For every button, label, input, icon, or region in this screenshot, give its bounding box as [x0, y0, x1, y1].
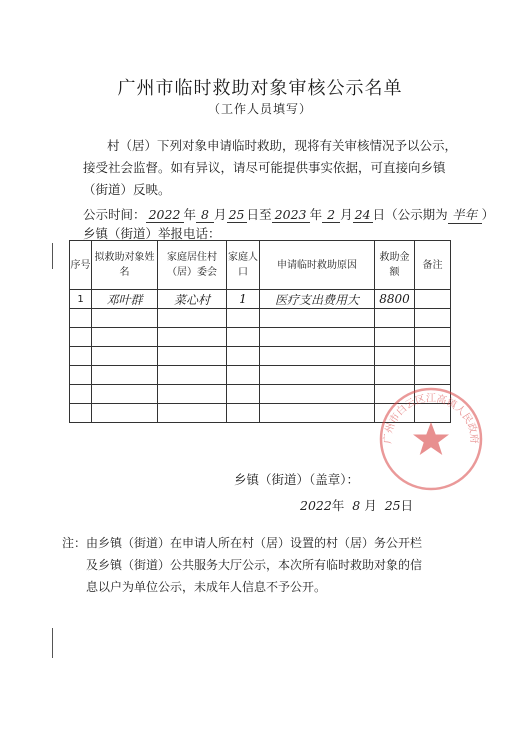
table-row	[70, 290, 451, 309]
intro-paragraph	[83, 135, 468, 201]
document-subtitle: （工作人员填写）	[207, 102, 312, 116]
empty-cell	[92, 347, 158, 366]
empty-cell	[227, 366, 260, 385]
cell-remark	[415, 290, 451, 309]
sign-date-month-char: 月	[364, 498, 377, 513]
intro-line-2: 接受社会监督。如有异议，请尽可能提供事实依据，可直接向乡镇	[83, 160, 446, 175]
seal-text: 广州市白云区江高镇人民政府	[382, 393, 480, 445]
empty-cell	[415, 347, 451, 366]
empty-cell	[158, 309, 227, 328]
header-amount: 救助金额	[375, 241, 415, 290]
empty-cell	[92, 328, 158, 347]
period-start-day: 25	[227, 207, 247, 223]
period-year-char: 年	[183, 207, 197, 222]
empty-cell	[260, 366, 375, 385]
period-month-char-2: 月	[340, 207, 353, 222]
footnote	[62, 532, 482, 598]
sign-date	[300, 496, 413, 514]
document-title: 广州市临时救助对象审核公示名单	[117, 78, 403, 99]
empty-cell	[375, 366, 415, 385]
empty-cell	[158, 366, 227, 385]
hotline-label: 乡镇（街道）举报电话：	[83, 226, 221, 241]
cell-reason: 医疗支出费用大	[260, 290, 375, 309]
empty-cell	[227, 404, 260, 423]
footnote-line-2: 及乡镇（街道）公共服务大厅公示，本次所有临时救助对象的信	[86, 558, 423, 572]
empty-cell	[158, 404, 227, 423]
empty-cell	[158, 328, 227, 347]
sign-date-year: 2022	[300, 498, 332, 513]
period-start-month: 8	[196, 207, 214, 223]
empty-cell	[260, 328, 375, 347]
empty-cell	[70, 404, 92, 423]
footnote-line-1: 注：由乡镇（街道）在申请人所在村（居）设置的村（居）务公开栏	[62, 536, 423, 550]
empty-cell	[70, 385, 92, 404]
empty-table-row	[70, 309, 451, 328]
footnote-line-3: 息以户为单位公示，未成年人信息不予公开。	[86, 580, 327, 594]
empty-cell	[415, 366, 451, 385]
period-to-char: 至	[259, 207, 272, 222]
empty-cell	[415, 328, 451, 347]
empty-cell	[260, 404, 375, 423]
sign-date-month: 8	[352, 498, 361, 513]
empty-cell	[375, 328, 415, 347]
seal-star-icon	[413, 422, 449, 455]
official-seal	[376, 384, 486, 494]
header-name: 拟救助对象姓名	[92, 241, 158, 290]
empty-cell	[227, 385, 260, 404]
scan-margin-mark	[52, 243, 53, 269]
period-duration-prefix: （公示期为	[385, 207, 448, 222]
empty-cell	[92, 385, 158, 404]
header-village: 家庭居住村（居）委会	[158, 241, 227, 290]
period-start-year: 2022	[146, 207, 184, 223]
cell-seq: 1	[70, 290, 92, 309]
cell-amount: 8800	[375, 290, 415, 309]
header-remark: 备注	[415, 241, 451, 290]
empty-cell	[92, 404, 158, 423]
period-month-char: 月	[214, 207, 227, 222]
intro-line-1: 村（居）下列对象申请临时救助，现将有关审核情况予以公示，	[107, 138, 458, 153]
empty-cell	[227, 347, 260, 366]
empty-cell	[70, 366, 92, 385]
header-population: 家庭人口	[227, 241, 260, 290]
sign-date-day: 25	[384, 498, 401, 513]
period-label: 公示时间：	[83, 207, 146, 222]
period-end-year: 2023	[272, 207, 310, 223]
cell-population: 1	[227, 290, 260, 309]
cell-name: 邓叶群	[92, 290, 158, 309]
seal-label: 乡镇（街道）（盖章）：	[234, 472, 360, 487]
period-day-char: 日	[246, 207, 260, 222]
empty-cell	[92, 366, 158, 385]
period-end-month: 2	[322, 207, 340, 223]
empty-cell	[260, 309, 375, 328]
period-end-day: 24	[353, 207, 373, 223]
empty-table-row	[70, 328, 451, 347]
empty-cell	[70, 328, 92, 347]
sign-date-day-char: 日	[400, 498, 414, 513]
cell-village: 菜心村	[158, 290, 227, 309]
empty-cell	[92, 309, 158, 328]
table-header-row	[70, 241, 451, 290]
period-year-char-2: 年	[309, 207, 323, 222]
intro-line-3: （街道）反映。	[83, 182, 171, 197]
period-duration-value: 半年	[448, 205, 482, 224]
empty-table-row	[70, 347, 451, 366]
empty-cell	[260, 385, 375, 404]
empty-cell	[260, 347, 375, 366]
header-seq: 序号	[70, 241, 92, 290]
empty-cell	[70, 347, 92, 366]
empty-cell	[375, 347, 415, 366]
sign-date-year-char: 年	[331, 498, 345, 513]
empty-cell	[227, 328, 260, 347]
empty-table-row	[70, 366, 451, 385]
empty-cell	[70, 309, 92, 328]
empty-cell	[158, 347, 227, 366]
empty-cell	[415, 309, 451, 328]
period-day-char-2: 日	[372, 207, 386, 222]
period-duration-suffix: ）	[481, 207, 495, 222]
empty-cell	[375, 309, 415, 328]
scan-margin-mark	[52, 628, 53, 658]
publication-period	[83, 205, 494, 224]
empty-cell	[158, 385, 227, 404]
header-reason: 申请临时救助原因	[260, 241, 375, 290]
empty-cell	[227, 309, 260, 328]
